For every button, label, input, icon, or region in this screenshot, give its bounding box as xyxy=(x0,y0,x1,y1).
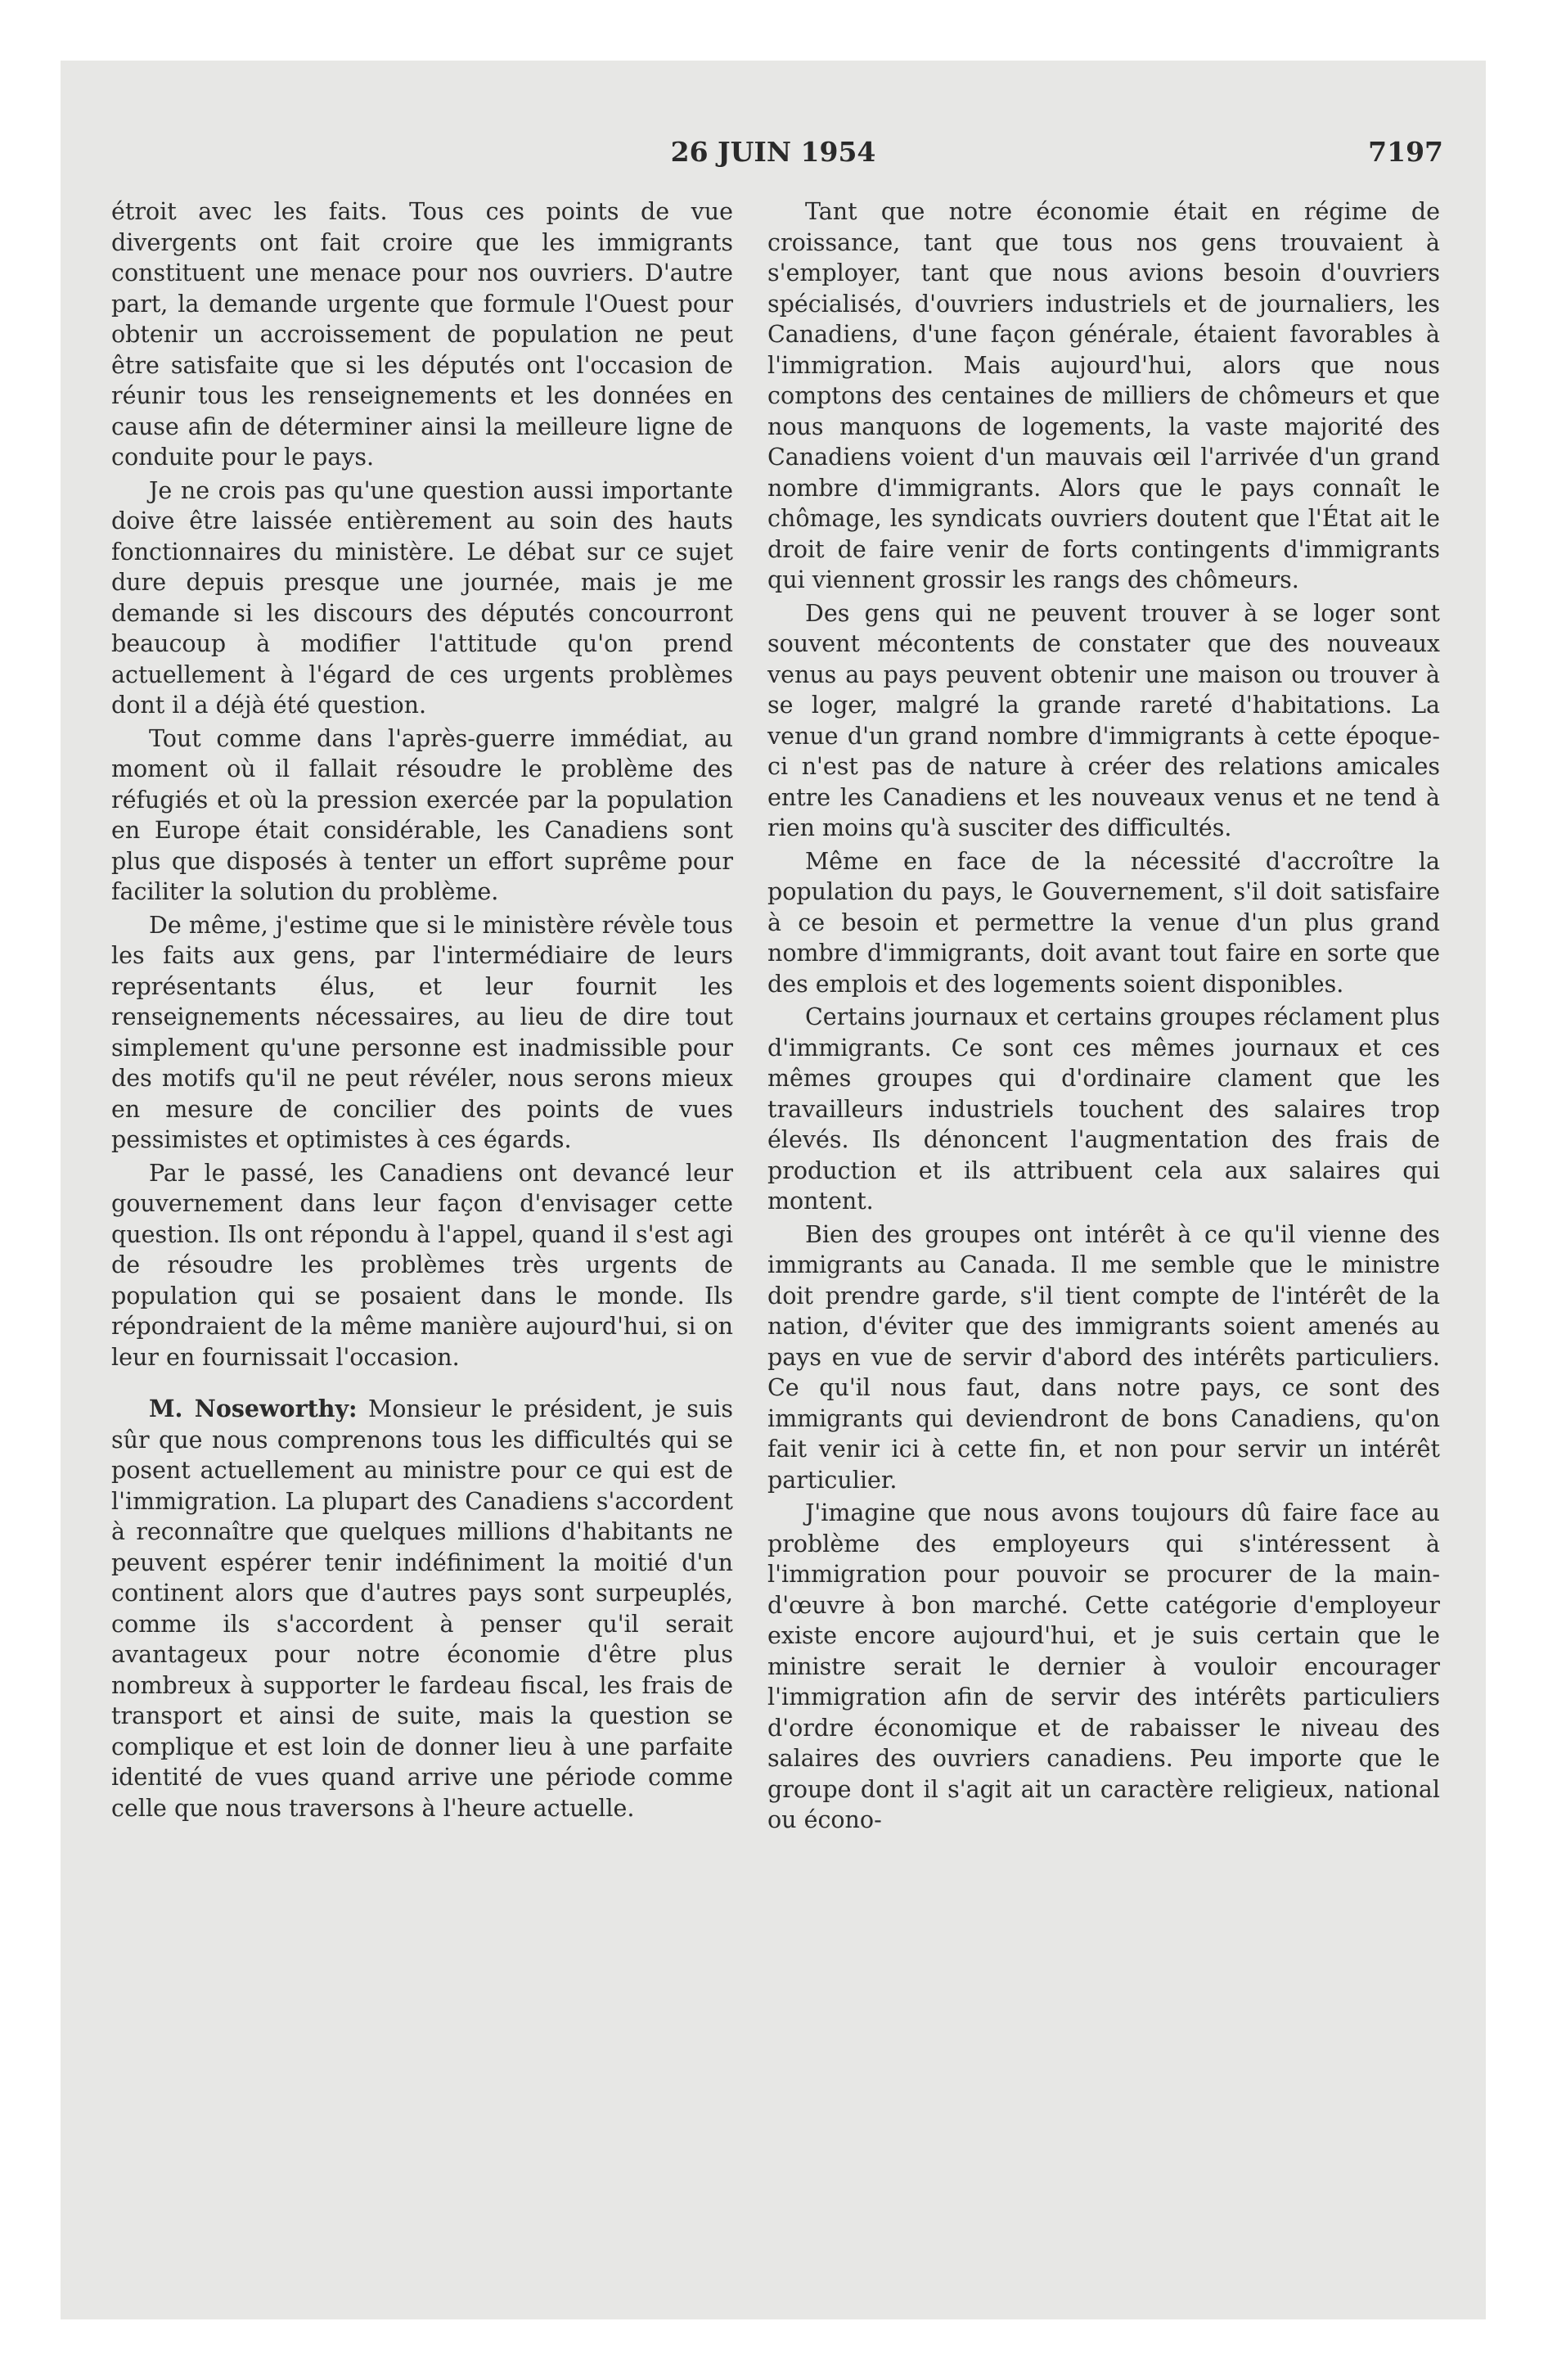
paragraph: Certains journaux et certains groupes réclament plus d'immigrants. Ce sont ces mêmes journaux et ces mêmes groupes qui d'ordinaire clament que les travailleurs industriels touchent des salaires trop élevés. Ils dénoncent l'augmentation des frais de production et ils attribuent cela aux salaires qui montent. xyxy=(767,1003,1440,1215)
paragraph: Des gens qui ne peuvent trouver à se loger sont souvent mécontents de constater que des nouveaux venus au pays peuvent obtenir une maison ou trouver à se loger, malgré la grande rareté d'habitations. La venue d'un grand nombre d'immigrants à cette époque-ci n'est pas de nature à créer des relations amicales entre les Canadiens et les nouveaux venus et ne tend à rien moins qu'à susciter des difficultés. xyxy=(767,599,1440,841)
paragraph: Bien des groupes ont intérêt à ce qu'il vienne des immigrants au Canada. Il me semble que le ministre doit prendre garde, s'il tient compte de l'intérêt de la nation, d'éviter que des immigrants soient amenés au pays en vue de servir d'abord des intérêts particuliers. Ce qu'il nous faut, dans notre pays, ce sont des immigrants qui deviendront de bons Canadiens, qu'on fait venir ici à cette fin, et non pour servir un intérêt particulier. xyxy=(767,1220,1440,1494)
paragraph: De même, j'estime que si le ministère révèle tous les faits aux gens, par l'intermédiaire de leurs représentants élus, et leur fournit les renseignements nécessaires, au lieu de dire tout simplement qu'une personne est inadmissible pour des motifs qu'il ne peut révéler, nous serons mieux en mesure de concilier des points de vues pessimistes et optimistes à ces égards. xyxy=(111,911,733,1153)
speech-text: Monsieur le président, je suis sûr que nous comprenons tous les difficultés qui se posent actuellement au ministre pour ce qui est de l'immigration. La plupart des Canadiens s'accordent à reconnaître que quelques millions d'habitants ne peuvent espérer tenir indéfiniment la moitié d'un continent alors que d'autres pays sont surpeuplés, comme ils s'accordent à penser qu'il serait avantageux pour notre économie d'être plus nombreux à supporter le fardeau fiscal, les frais de transport et ainsi de suite, mais la question se complique et est loin de donner lieu à une parfaite identité de vues quand arrive une période comme celle que nous traversons à l'heure actuelle. xyxy=(111,1395,734,1822)
paragraph: Par le passé, les Canadiens ont devancé leur gouvernement dans leur façon d'envisager cette question. Ils ont répondu à l'appel, quand il s'est agi de résoudre les problèmes très urgents de population qui se posaient dans le monde. Ils répondraient de la même manière aujourd'hui, si on leur en fournissait l'occasion. xyxy=(111,1159,733,1371)
paragraph: J'imagine que nous avons toujours dû faire face au problème des employeurs qui s'intéressent à l'immigration pour pouvoir se procurer de la main-d'œuvre à bon marché. Cette catégorie d'employeur existe encore aujourd'hui, et je suis certain que le ministre serait le dernier à vouloir encourager l'immigration afin de servir des intérêts particuliers d'ordre économique et de rabaisser le niveau des salaires des ouvriers canadiens. Peu importe que le groupe dont il s'agit ait un caractère religieux, national ou écono- xyxy=(767,1499,1440,1833)
document-page xyxy=(61,61,1486,2319)
paragraph: Même en face de la nécessité d'accroître la population du pays, le Gouvernement, s'il doit satisfaire à ce besoin et permettre la venue d'un plus grand nombre d'immigrants, doit avant tout faire en sorte que des emplois et des logements soient disponibles. xyxy=(767,847,1440,998)
left-column xyxy=(111,196,733,1826)
speech-paragraph xyxy=(111,1394,733,1823)
paragraph: Je ne crois pas qu'une question aussi importante doive être laissée entièrement au soin des hauts fonctionnaires du ministère. Le débat sur ce sujet dure depuis presque une journée, mais je me demande si les discours des députés concourront beaucoup à modifier l'attitude qu'on prend actuellement à l'égard de ces urgents problèmes dont il a déjà été question. xyxy=(111,476,733,719)
paragraph: Tant que notre économie était en régime de croissance, tant que tous nos gens trouvaient à s'employer, tant que nous avions besoin d'ouvriers spécialisés, d'ouvriers industriels et de journaliers, les Canadiens, d'une façon générale, étaient favorables à l'immigration. Mais aujourd'hui, alors que nous comptons des centaines de milliers de chômeurs et que nous manquons de logements, la vaste majorité des Canadiens voient d'un mauvais œil l'arrivée d'un grand nombre d'immigrants. Alors que le pays connaît le chômage, les syndicats ouvriers doutent que l'État ait le droit de faire venir de forts contingents d'immigrants qui viennent grossir les rangs des chômeurs. xyxy=(767,198,1440,593)
paragraph: Tout comme dans l'après-guerre immédiat, au moment où il fallait résoudre le problème des réfugiés et où la pression exercée par la population en Europe était considérable, les Canadiens sont plus que disposés à tenter un effort suprême pour faciliter la solution du problème. xyxy=(111,724,733,905)
page-number: 7197 xyxy=(1368,136,1443,168)
page-header xyxy=(61,136,1486,177)
header-date: 26 JUIN 1954 xyxy=(670,136,876,168)
speaker-name: M. Noseworthy: xyxy=(149,1395,358,1422)
right-column xyxy=(767,196,1440,1838)
paragraph: étroit avec les faits. Tous ces points de vue divergents ont fait croire que les immigrants constituent une menace pour nos ouvriers. D'autre part, la demande urgente que formule l'Ouest pour obtenir un accroissement de population ne peut être satisfaite que si les députés ont l'occasion de réunir tous les renseignements et les données en cause afin de déterminer ainsi la meilleure ligne de conduite pour le pays. xyxy=(111,198,733,471)
